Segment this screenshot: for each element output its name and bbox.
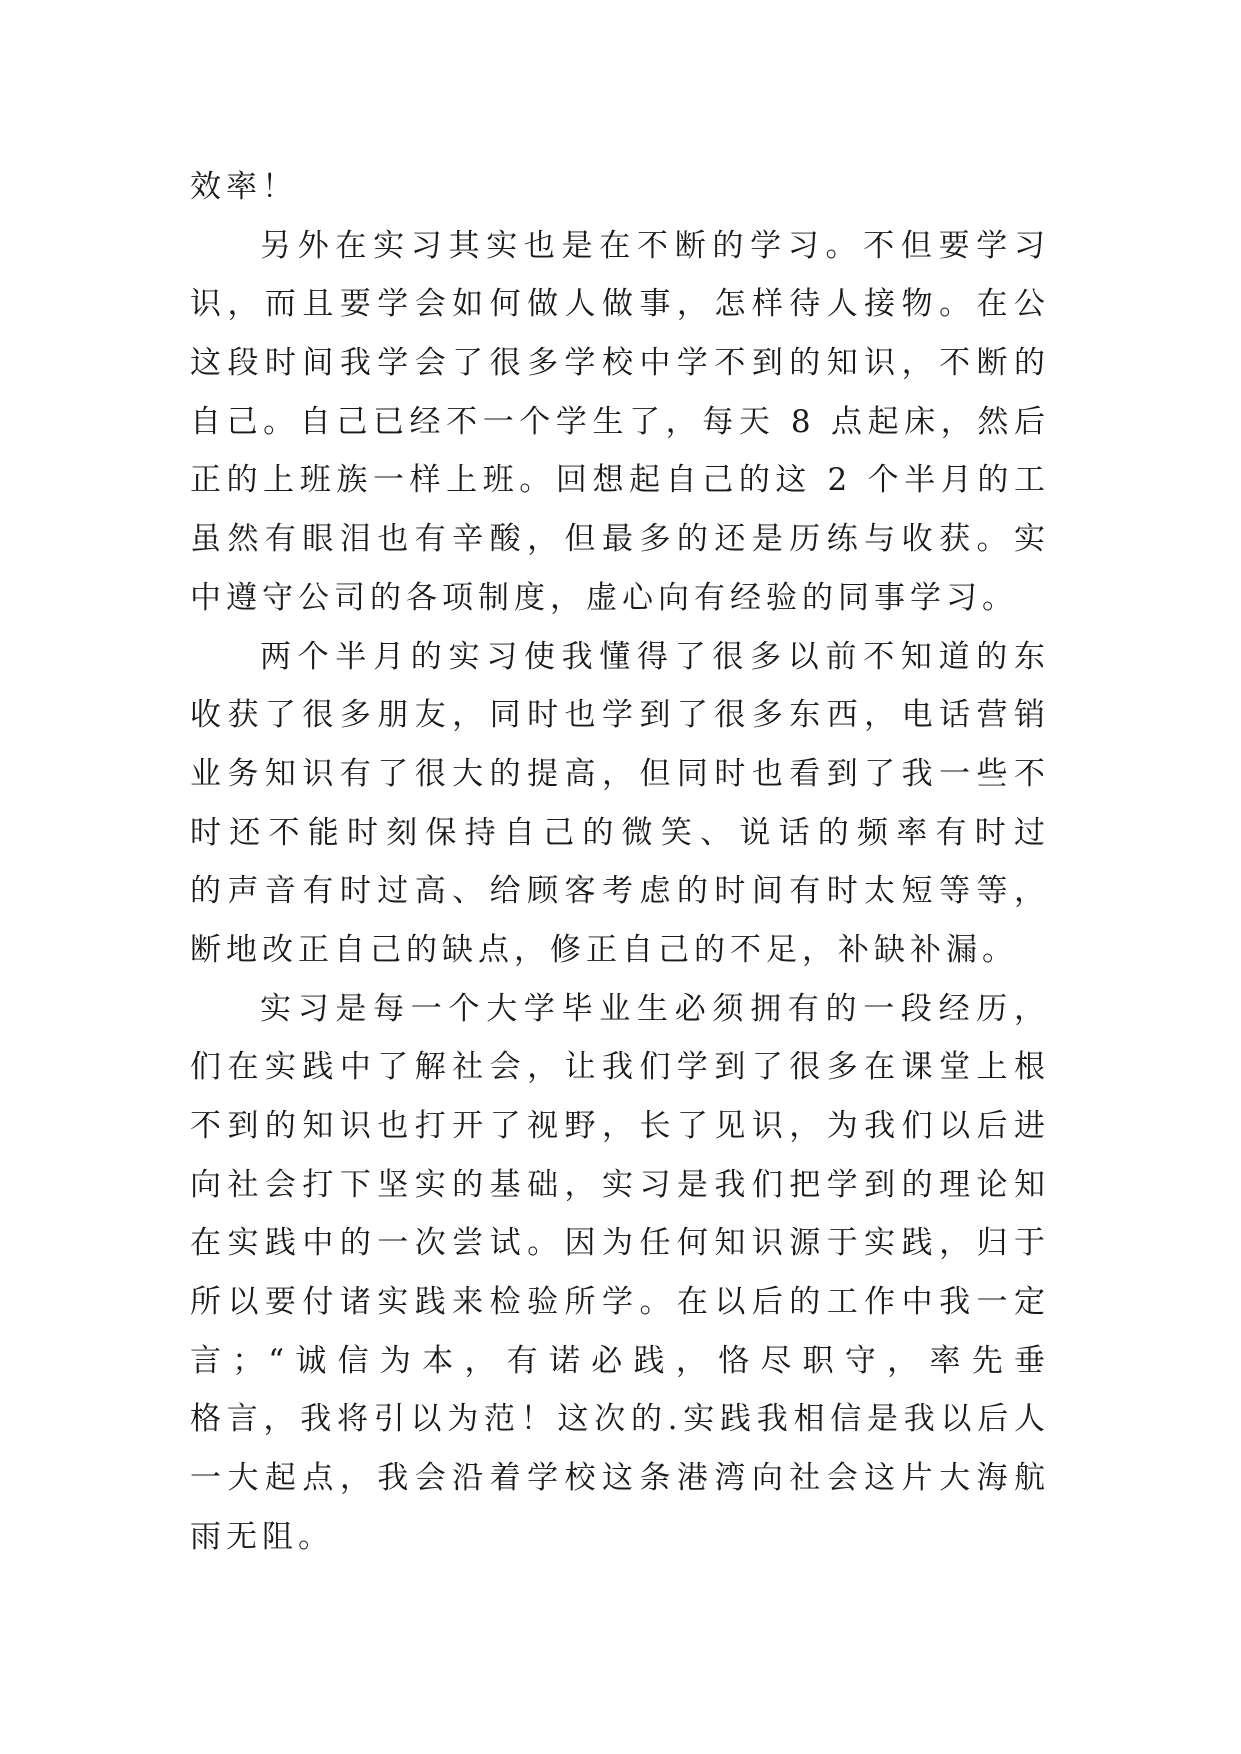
text-line: 自己。自己已经不一个学生了，每天 8 点起床，然后: [190, 403, 1050, 440]
text-line: 另外在实习其实也是在不断的学习。不但要学习: [260, 227, 1050, 264]
text-line: 们在实践中了解社会，让我们学到了很多在课堂上根: [190, 1049, 1050, 1086]
text-line: 不到的知识也打开了视野，长了见识，为我们以后进: [190, 1108, 1050, 1144]
text-line: 中遵守公司的各项制度，虚心向有经验的同事学习。: [190, 579, 1018, 616]
text-line: 时还不能时刻保持自己的微笑、说话的频率有时过: [190, 814, 1050, 851]
text-line: 格言，我将引以为范！这次的.实践我相信是我以后人: [190, 1401, 1050, 1438]
text-line: 两个半月的实习使我懂得了很多以前不知道的东: [260, 638, 1050, 675]
text-line: 收获了很多朋友，同时也学到了很多东西，电话营销: [190, 697, 1050, 734]
text-line: 向社会打下坚实的基础，实习是我们把学到的理论知: [190, 1166, 1050, 1203]
text-line: 的声音有时过高、给顾客考虑的时间有时太短等等，: [190, 873, 1050, 910]
text-line: 一大起点，我会沿着学校这条港湾向社会这片大海航: [190, 1460, 1050, 1497]
text-line: 效率！: [190, 169, 298, 205]
text-line: 言；“诚信为本，有诺必践，恪尽职守，率先垂: [190, 1342, 1050, 1379]
text-line: 这段时间我学会了很多学校中学不到的知识，不断的: [190, 345, 1050, 382]
text-line: 雨无阻。: [190, 1518, 334, 1555]
text-line: 断地改正自己的缺点，修正自己的不足，补缺补漏。: [190, 931, 1018, 968]
text-line: 所以要付诸实践来检验所学。在以后的工作中我一定: [190, 1284, 1050, 1321]
text-line: 业务知识有了很大的提高，但同时也看到了我一些不: [190, 755, 1050, 792]
document-body: [190, 158, 1050, 1567]
text-line: 实习是每一个大学毕业生必须拥有的一段经历，: [260, 990, 1050, 1027]
text-line: 正的上班族一样上班。回想起自己的这 2 个半月的工: [190, 462, 1050, 499]
text-line: 识，而且要学会如何做人做事，怎样待人接物。在公: [190, 286, 1050, 323]
text-line: 虽然有眼泪也有辛酸，但最多的还是历练与收获。实: [190, 521, 1050, 558]
text-line: 在实践中的一次尝试。因为任何知识源于实践，归于: [190, 1225, 1050, 1262]
